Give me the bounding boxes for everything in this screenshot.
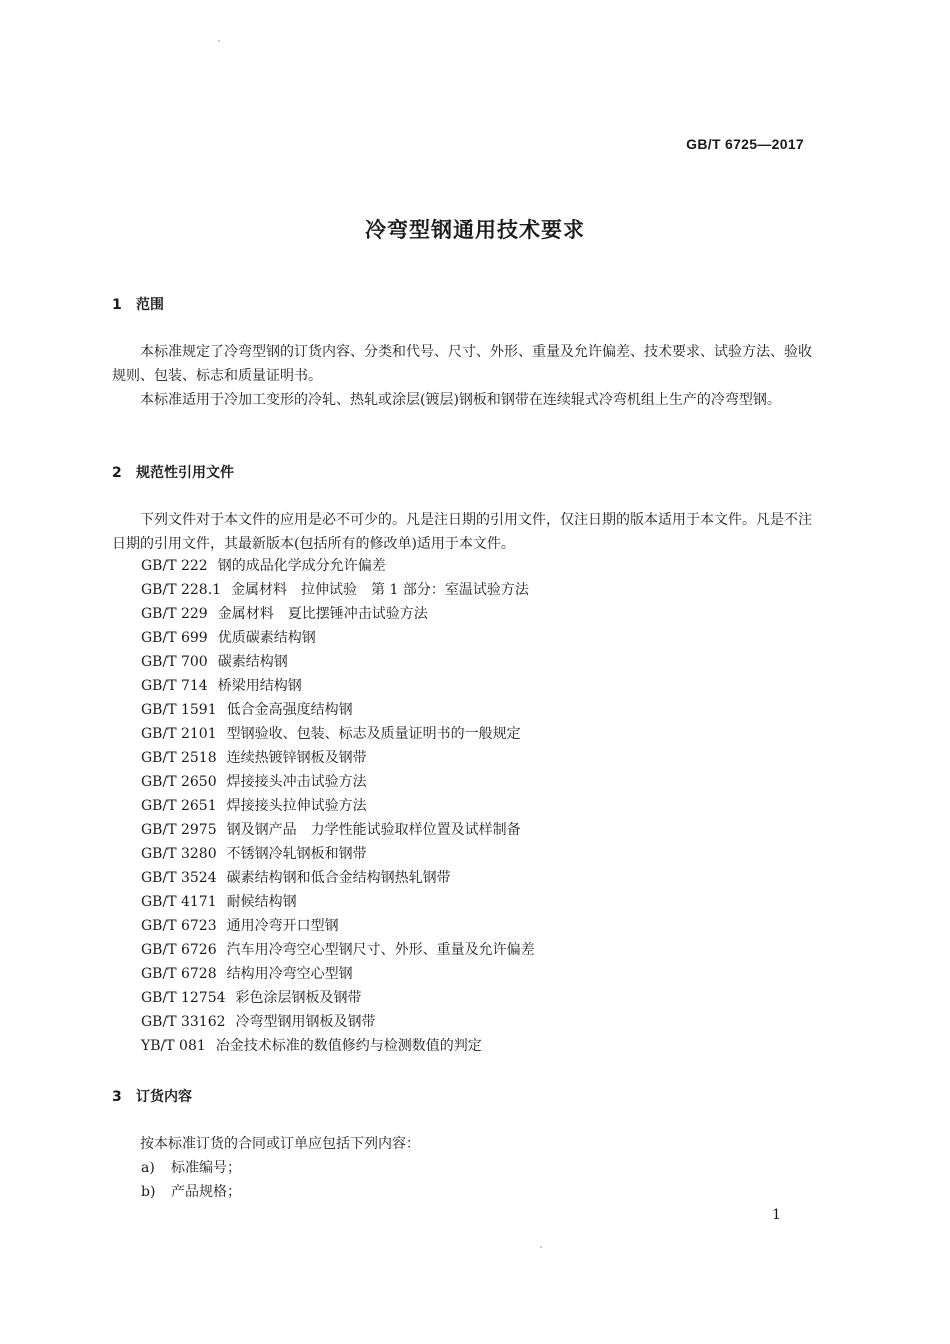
section-heading-order-content (112, 1086, 192, 1106)
reference-item (141, 866, 535, 890)
normative-intro: 下列文件对于本文件的应用是必不可少的。凡是注日期的引用文件，仅注日期的版本适用于本文件。凡是不注日期的引用文件，其最新版本(包括所有的修改单)适用于本文件。 (112, 512, 812, 552)
reference-code: GB/T 2650 (141, 774, 217, 790)
reference-item (141, 602, 535, 626)
order-item-text: 产品规格； (171, 1184, 241, 1200)
order-item-list (141, 1156, 241, 1204)
reference-item (141, 698, 535, 722)
scan-speck (540, 1246, 542, 1248)
reference-item (141, 746, 535, 770)
reference-title: 桥梁用结构钢 (217, 678, 302, 694)
reference-code: GB/T 2975 (141, 822, 217, 838)
reference-title: 冶金技术标准的数值修约与检测数值的判定 (215, 1038, 482, 1054)
reference-item (141, 938, 535, 962)
section-number: 2 (112, 465, 122, 481)
reference-title: 金属材料 拉伸试验 第 1 部分：室温试验方法 (231, 582, 529, 598)
standard-code: GB/T 6725—2017 (686, 136, 804, 152)
reference-title: 不锈钢冷轧钢板和钢带 (226, 846, 367, 862)
scan-speck (218, 40, 220, 42)
reference-code: YB/T 081 (141, 1038, 206, 1054)
section-title: 范围 (136, 297, 164, 313)
section-title: 规范性引用文件 (136, 465, 234, 481)
reference-code: GB/T 699 (141, 630, 208, 646)
order-intro: 按本标准订货的合同或订单应包括下列内容： (140, 1136, 420, 1152)
reference-title: 碳素结构钢和低合金结构钢热轧钢带 (226, 870, 451, 886)
reference-item (141, 842, 535, 866)
reference-code: GB/T 6728 (141, 966, 217, 982)
reference-item (141, 770, 535, 794)
reference-item (141, 1034, 535, 1058)
order-item (141, 1180, 241, 1204)
section-number: 1 (112, 297, 122, 313)
section-number: 3 (112, 1089, 122, 1105)
reference-code: GB/T 2651 (141, 798, 217, 814)
reference-code: GB/T 6723 (141, 918, 217, 934)
reference-item (141, 962, 535, 986)
reference-item (141, 578, 535, 602)
reference-item (141, 914, 535, 938)
page-number: 1 (772, 1207, 781, 1223)
reference-title: 低合金高强度结构钢 (226, 702, 353, 718)
reference-code: GB/T 33162 (141, 1014, 226, 1030)
reference-title: 通用冷弯开口型钢 (226, 918, 339, 934)
list-marker: b) (141, 1184, 156, 1200)
reference-title: 连续热镀锌钢板及钢带 (226, 750, 367, 766)
reference-title: 钢及钢产品 力学性能试验取样位置及试样制备 (226, 822, 521, 838)
reference-code: GB/T 12754 (141, 990, 226, 1006)
scope-paragraph-1: 本标准规定了冷弯型钢的订货内容、分类和代号、尺寸、外形、重量及允许偏差、技术要求、试验方法、验收规则、包装、标志和质量证明书。 (112, 344, 812, 384)
section-heading-scope (112, 294, 164, 314)
reference-title: 钢的成品化学成分允许偏差 (217, 558, 386, 574)
reference-code: GB/T 1591 (141, 702, 217, 718)
reference-title: 冷弯型钢用钢板及钢带 (235, 1014, 376, 1030)
reference-item (141, 890, 535, 914)
reference-code: GB/T 2518 (141, 750, 217, 766)
order-item-text: 标准编号； (171, 1160, 241, 1176)
reference-item (141, 986, 535, 1010)
reference-title: 碳素结构钢 (217, 654, 288, 670)
document-title: 冷弯型钢通用技术要求 (365, 218, 585, 242)
reference-code: GB/T 228.1 (141, 582, 222, 598)
reference-item (141, 626, 535, 650)
scope-paragraph-2: 本标准适用于冷加工变形的冷轧、热轧或涂层(镀层)钢板和钢带在连续辊式冷弯机组上生产的冷弯型钢。 (140, 392, 781, 408)
reference-item (141, 1010, 535, 1034)
reference-item (141, 818, 535, 842)
reference-item (141, 650, 535, 674)
reference-code: GB/T 3524 (141, 870, 217, 886)
list-marker: a) (141, 1160, 155, 1176)
reference-title: 焊接接头冲击试验方法 (226, 774, 367, 790)
reference-title: 耐候结构钢 (226, 894, 297, 910)
reference-code: GB/T 222 (141, 558, 208, 574)
reference-title: 汽车用冷弯空心型钢尺寸、外形、重量及允许偏差 (226, 942, 535, 958)
reference-code: GB/T 4171 (141, 894, 217, 910)
reference-list (141, 554, 535, 1058)
reference-code: GB/T 3280 (141, 846, 217, 862)
reference-code: GB/T 229 (141, 606, 208, 622)
reference-title: 彩色涂层钢板及钢带 (235, 990, 362, 1006)
section-title: 订货内容 (136, 1089, 192, 1105)
order-item (141, 1156, 241, 1180)
reference-title: 结构用冷弯空心型钢 (226, 966, 353, 982)
reference-title: 金属材料 夏比摆锤冲击试验方法 (217, 606, 428, 622)
reference-title: 型钢验收、包装、标志及质量证明书的一般规定 (226, 726, 521, 742)
reference-item (141, 794, 535, 818)
reference-code: GB/T 6726 (141, 942, 217, 958)
reference-code: GB/T 714 (141, 678, 208, 694)
reference-title: 焊接接头拉伸试验方法 (226, 798, 367, 814)
reference-item (141, 554, 535, 578)
reference-item (141, 722, 535, 746)
reference-title: 优质碳素结构钢 (217, 630, 316, 646)
reference-code: GB/T 2101 (141, 726, 217, 742)
reference-item (141, 674, 535, 698)
section-heading-normative-references (112, 462, 234, 482)
reference-code: GB/T 700 (141, 654, 208, 670)
